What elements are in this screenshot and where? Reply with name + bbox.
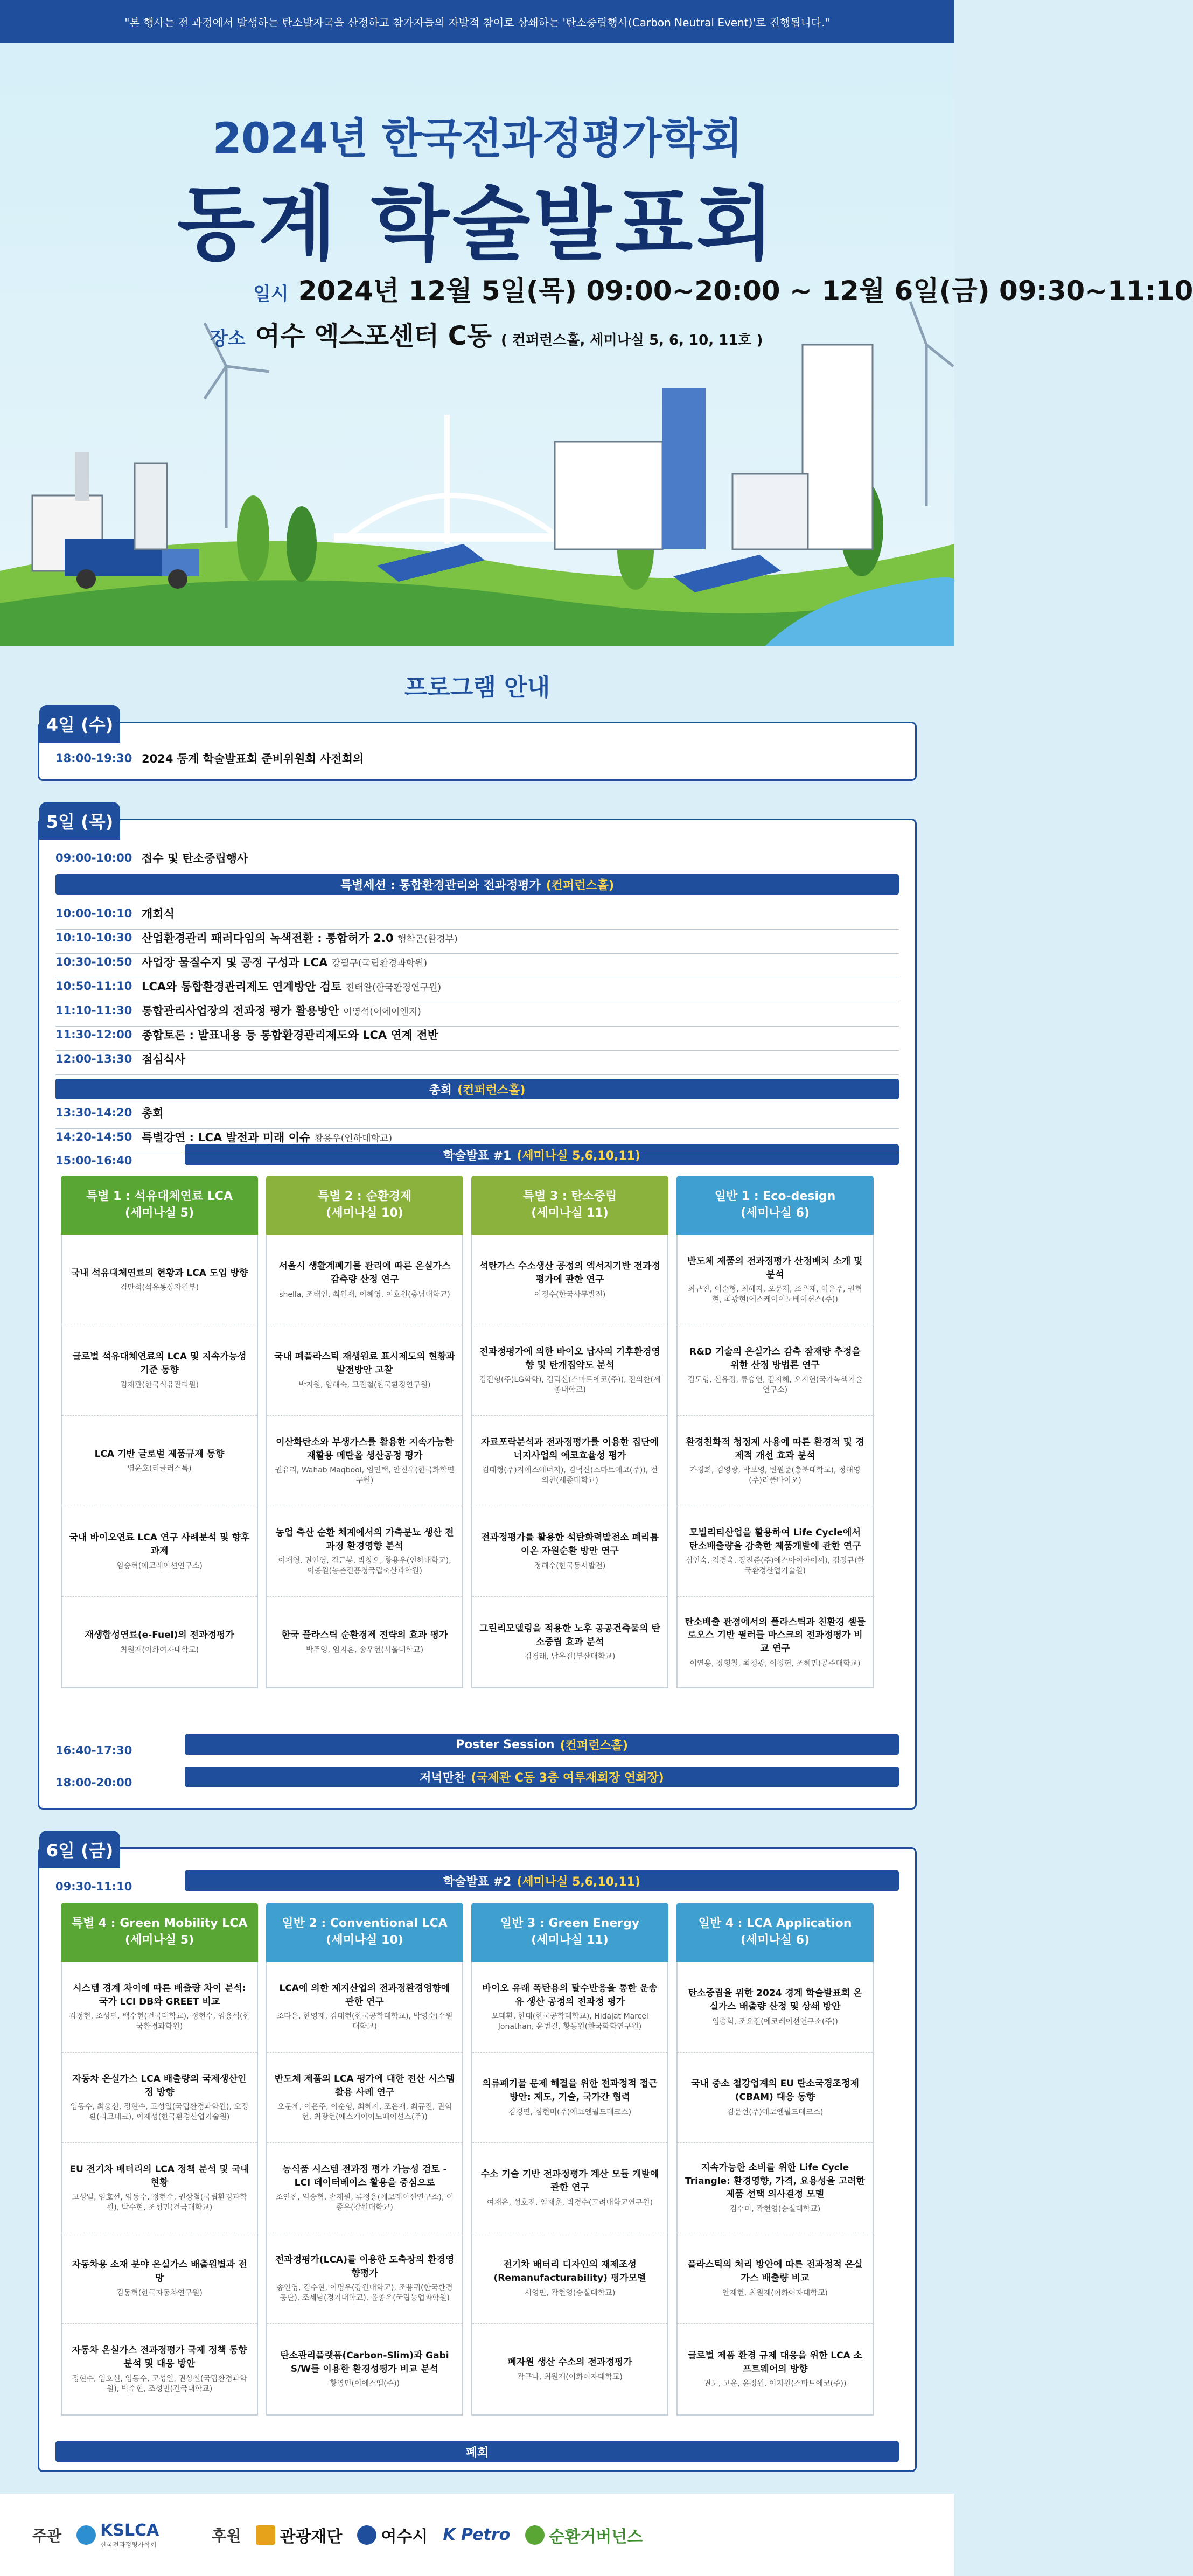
low-building [732,474,808,549]
row-title: 사업장 물질수지 및 공정 구성과 LCA [142,956,328,969]
column-room: (세미나실 11) [531,1206,609,1220]
presentation-title: 바이오 유래 폭탄용의 탈수반응을 통한 운송유 생산 공정의 전과정 평가 [482,1982,658,2007]
column-room: (세미나실 5) [124,1206,194,1220]
presentation-title: 석탄가스 수소생산 공정의 엑서지기반 전과정평가에 관한 연구 [479,1261,660,1286]
sponsor-logo [443,2525,510,2544]
day-tab: 4일 (수) [39,705,120,743]
presentation-authors: 임동수, 최웅선, 정현수, 고성일(국립환경과학원), 오정환(리코테크), 이재성(한국환경산업기술원) [70,2103,249,2122]
presentation-authors: 박지원, 임해숙, 고진철(한국환경연구원) [298,1380,431,1390]
row-text [142,930,458,946]
presentation-title: 이산화탄소와 부생가스를 활용한 지속가능한 재활용 메탄올 생산공정 평가 [276,1436,454,1461]
dinner-bar [185,1767,899,1787]
schedule-row [55,905,899,930]
presentation-cell [267,1597,462,1687]
presentation-cell [678,1325,873,1416]
session-column [61,1903,258,2416]
presentation-cell [472,2233,667,2324]
presentation-cell [472,2324,667,2414]
presentation-cell [472,1325,667,1416]
day-tab: 5일 (목) [39,802,120,840]
presentation-cell [267,1506,462,1597]
sponsor-logo [525,2523,643,2547]
session-column [266,1176,463,1688]
presentation-authors: 안재현, 최원재(이화여자대학교) [722,2288,828,2298]
presentation-cell [267,1962,462,2053]
presentation-title: 자동차 온실가스 LCA 배출량의 국제생산인정 방향 [72,2073,247,2098]
column-header [471,1903,668,1962]
bar-location: (국제관 C동 3층 여루재회장 연회장) [471,1771,664,1785]
presentation-authors: 곽규나, 최원재(이화여자대학교) [517,2372,623,2382]
truck-wheel [168,569,187,589]
presentation-cell [267,2143,462,2233]
presentation-authors: 고성일, 임호선, 임동수, 정현수, 권상철(국립환경과학원), 박수현, 조성민(건국대학교) [72,2193,247,2212]
row-text [142,1002,421,1018]
bar-title: 폐회 [465,2446,489,2460]
column-body [266,1962,463,2416]
presentation-authors: 최규진, 이순형, 최혜지, 오문제, 조은재, 이은주, 권혁현, 최광현(에스케이이노베이션스(주)) [688,1285,862,1304]
bar-title: 학술발표 #1 [443,1149,512,1163]
session-column [61,1176,258,1688]
kslca-icon [76,2525,96,2545]
presentation-title: 탄소중립을 위한 2024 경계 학술발표회 온실가스 배출량 산정 및 상쇄 방안 [688,1988,862,2013]
presentation-title: 국내 바이오연료 LCA 연구 사례분석 및 향후 과제 [69,1532,250,1557]
column-header [676,1903,874,1962]
presentation-authors: 김정현, 조성민, 백수현(건국대학교), 정현수, 임용석(한국환경과학원) [69,2012,250,2032]
presentation-title: 재생합성연료(e-Fuel)의 전과정평가 [85,1630,234,1641]
presentation-authors: 조다운, 한영재, 김태현(한국공학대학교), 박영순(수원대학교) [276,2012,453,2032]
bar-title: 저녁만찬 [420,1771,466,1785]
presentation-cell [62,1235,257,1325]
presentation-cell [62,1597,257,1687]
presentation-title: 지속가능한 소비를 위한 Life Cycle Triangle: 환경영향, 가격, 요용성을 고려한 제품 선택 의사결정 모델 [685,2162,865,2200]
presentation-cell [678,2324,873,2414]
presentation-authors: 조인진, 임승혁, 손재원, 류정용(에코레이션연구소), 이종우(강원대학교) [275,2193,454,2212]
presentation-authors: 김태형(주)지에스에너지), 김덕신(스마트에코(주)), 전의찬(세종대학교) [482,1466,658,1485]
column-header [61,1903,258,1962]
presentation-title: 자료포락분석과 전과정평가를 이용한 집단에너지사업의 에코효율성 평가 [481,1436,659,1461]
presentation-cell [62,1416,257,1506]
presentation-cell [62,1325,257,1416]
row-time: 10:00-10:10 [55,907,132,920]
schedule-row [55,1027,899,1051]
event-subtitle: 2024년 한국전과정평가학회 [212,115,742,163]
presentation-cell [678,1962,873,2053]
venue-label: 장소 [210,328,246,350]
hero-banner [0,43,1193,646]
presentation-cell [267,2233,462,2324]
presentation-title: 농업 축산 순환 체계에서의 가축분뇨 생산 전과정 환경영향 분석 [275,1527,454,1552]
presentation-authors: 황영민(이에스엠(주)) [329,2379,400,2389]
presentation-cell [267,2053,462,2143]
presentation-authors: 김만석(석유통상자원부) [120,1283,199,1293]
presentation-title: 국내 석유대체연료의 현황과 LCA 도입 방향 [71,1267,248,1279]
row-time: 18:00-20:00 [55,1776,132,1789]
presentation-title: 농식품 시스템 전과정 평가 가능성 검토 - LCI 데이터베이스 활용을 중심으로 [282,2163,447,2188]
row-text [142,1129,392,1145]
schedule-row [55,978,899,1002]
host-sub: 한국전과정평가학회 [100,2540,157,2549]
column-title: 일반 1 : Eco-design [714,1190,836,1204]
day-tab: 6일 (금) [39,1831,120,1868]
bar-location: (컨퍼런스홀) [546,878,615,892]
notice-banner [0,0,954,43]
presentation-cell [472,2143,667,2233]
poster-session-bar [185,1734,899,1755]
bridge-deck [334,533,571,542]
row-time: 13:30-14:20 [55,1106,132,1119]
row-text [142,1027,438,1043]
presentation-authors: 이재영, 권인영, 김근봉, 박창오, 황용우(인하대학교), 이종원(농촌진흥청국립축산과학원) [278,1556,451,1576]
sponsor-name: 순환거버넌스 [549,2527,643,2546]
bar-location: (세미나실 5,6,10,11) [517,1149,641,1163]
date-label: 일시 [253,283,289,305]
bar-title: 학술발표 #2 [443,1875,512,1889]
row-presenter: 이영석(이에이엔지) [343,1007,421,1017]
presentation-cell [472,2053,667,2143]
presentation-cell [267,1235,462,1325]
presentation-title: LCA 기반 글로벌 제품규제 동향 [94,1448,225,1460]
schedule-row [55,1002,899,1027]
column-body [471,1962,668,2416]
bar-title: 총회 [429,1083,452,1097]
row-time: 14:20-14:50 [55,1130,132,1143]
event-venue [210,315,763,352]
presentation-title: 플라스틱의 처리 방안에 따른 전과정적 온실가스 배출량 비교 [687,2259,863,2284]
column-room: (세미나실 10) [326,1206,403,1220]
presentation-title: 의류폐기물 문제 해결을 위한 전과정적 접근 방안: 제도, 기술, 국가간 협력 [482,2078,658,2103]
schedule-row [55,930,899,954]
presentation-authors: 가경희, 김영광, 박보영, 변원준(충북대학교), 정해영(주)리플바이오) [689,1466,861,1485]
presentation-cell [678,2143,873,2233]
session-column [471,1176,668,1688]
session-2-grid [61,1903,896,2416]
column-room: (세미나실 11) [531,1933,609,1947]
presentation-authors: 김진형(주)LG화학), 김덕신(스마트에코(주)), 전의찬(세종대학교) [479,1376,661,1395]
row-text: 2024 동계 학술발표회 준비위원회 사전회의 [142,752,364,765]
general-assembly-bar [55,1079,899,1099]
session-column [676,1903,874,2416]
row-presenter: 황용우(인하대학교) [314,1133,393,1144]
row-title: 산업환경관리 패러다임의 녹색전환 : 통합허가 2.0 [142,932,394,945]
day-4-panel [38,715,917,781]
presentation-cell [62,2143,257,2233]
venue-value: 여수 엑스포센터 C동 [255,321,492,351]
closing-bar [55,2441,899,2462]
session-column [676,1176,874,1688]
truck-wheel [76,569,96,589]
presentation-title: 자동차용 소재 분야 온실가스 배출원별과 전망 [72,2259,247,2284]
presentation-authors: 김동혁(한국자동차연구원) [116,2288,203,2298]
presentation-title: 시스템 경계 차이에 따른 배출량 차이 분석: 국가 LCI DB와 GREET 비교 [73,1982,246,2007]
presentation-authors: 염윤호(리글러스특) [127,1464,192,1474]
presentation-cell [62,2324,257,2414]
column-body [676,1235,874,1688]
session-2-bar [185,1870,899,1891]
presentation-cell [678,2053,873,2143]
bar-location: (세미나실 5,6,10,11) [517,1875,641,1889]
presentation-title: EU 전기차 배터리의 LCA 정책 분석 및 국내 현황 [69,2163,249,2188]
bar-title: 특별세션 : 통합환경관리와 전과정평가 [340,878,541,892]
column-body [471,1235,668,1688]
row-time: 10:30-10:50 [55,955,132,968]
column-title: 특별 4 : Green Mobility LCA [71,1917,248,1931]
presentation-authors: 오문제, 이은주, 이순형, 최혜지, 조은재, 최규진, 권혁현, 최광현(에스케이이노베이션스(주)) [277,2103,452,2122]
presentation-title: 폐자원 생산 수소의 전과정평가 [507,2357,632,2368]
presentation-authors: 이정수(한국사무발전) [534,1290,606,1299]
row-time: 09:30-11:10 [55,1880,132,1893]
day-6-panel [38,1840,917,2472]
office-building [555,442,662,549]
presentation-cell [472,1962,667,2053]
row-title: 총회 [142,1107,164,1120]
presentation-title: 전기차 배터리 디자인의 재제조성 (Remanufacturability) 평가모델 [493,2259,646,2284]
presentation-cell [678,2233,873,2324]
row-text [142,905,175,922]
column-body [266,1235,463,1688]
presentation-cell [678,1506,873,1597]
row-title: 통합관리사업장의 전과정 평가 활용방안 [142,1004,339,1017]
row-time: 15:00-16:40 [55,1154,132,1167]
row-time: 18:00-19:30 [55,752,132,765]
host-label: 주관 [32,2526,62,2545]
column-room: (세미나실 6) [740,1206,810,1220]
presentation-cell [472,1235,667,1325]
presentation-title: 전과정평가에 의한 바이오 납사의 기후환경영향 및 탄개집약도 분석 [479,1346,660,1371]
column-title: 일반 3 : Green Energy [500,1917,640,1931]
row-text [142,954,427,970]
column-title: 특별 1 : 석유대체연료 LCA [86,1190,233,1204]
presentation-authors: 여재은, 성호진, 임재훈, 박경수(고려대학교연구원) [486,2198,653,2207]
row-title: 개회식 [142,907,175,920]
presentation-cell [472,1506,667,1597]
row-time: 10:50-11:10 [55,980,132,993]
row-time: 11:30-12:00 [55,1028,132,1041]
presentation-title: LCA에 의한 제지산업의 전과정환경영향에 관한 연구 [279,1982,450,2007]
column-body [61,1962,258,2416]
presentation-authors: 김경연, 심현미(주)에코엔필드테크스) [508,2107,632,2117]
yeosu-icon [357,2525,376,2545]
tree [237,495,269,582]
presentation-cell [472,1597,667,1687]
presentation-authors: 정해수(한국동서발전) [534,1561,606,1570]
kslca-logo [76,2521,159,2549]
presentation-authors: 김경래, 남유진(부산대학교) [524,1652,616,1662]
column-header [676,1176,874,1235]
row-time: 09:00-10:00 [55,851,132,864]
presentation-authors: 권유리, Wahab Maqbool, 임민택, 안진우(한국화학연구원) [275,1466,455,1485]
high-rise-building [803,345,873,549]
presentation-authors: 정현수, 임호선, 임동수, 고성일, 권상철(국립환경과학원), 박수현, 조성민(건국대학교) [72,2374,247,2393]
row-time: 10:10-10:30 [55,931,132,944]
column-body [676,1962,874,2416]
session-column [471,1903,668,2416]
program-section [0,646,954,2494]
presentation-cell [267,1325,462,1416]
footer [0,2494,954,2576]
column-body [61,1235,258,1688]
presentation-title: 국내 중소 철강업계의 EU 탄소국경조정제(CBAM) 대응 동향 [691,2078,859,2103]
tourism-icon [256,2525,275,2545]
date-value: 2024년 12월 5일(목) 09:00~20:00 ~ 12월 6일(금) 09:30~11:10 [298,275,1193,306]
row-text [142,978,441,994]
column-room: (세미나실 5) [124,1933,194,1947]
presentation-cell [62,2233,257,2324]
presentation-authors: 심인숙, 김경욱, 장진준(주)에스아이아이씨), 김정규(한국환경산업기술원) [685,1556,865,1576]
sponsor-label: 후원 [212,2526,241,2545]
presentation-authors: 서영민, 곽현영(숭실대학교) [524,2288,616,2298]
presentation-title: 모빌리티산업을 활용하여 Life Cycle에서 탄소배출량을 감축한 제품개발에 관한 연구 [689,1527,861,1552]
presentation-title: 수소 기술 기반 전과정평가 계산 모듈 개발에 관한 연구 [480,2169,659,2194]
row-text [142,1051,185,1067]
column-title: 특별 2 : 순환경제 [317,1190,412,1204]
presentation-cell [267,1416,462,1506]
column-room: (세미나실 10) [326,1933,403,1947]
bar-title: Poster Session [456,1737,555,1751]
session-column [266,1903,463,2416]
presentation-title: 한국 플라스틱 순환경제 전략의 효과 평가 [281,1630,448,1641]
presentation-cell [678,1597,873,1687]
presentation-authors: 오대환, 한대(한국공학대학교), Hidajat Marcel Jonathan, 윤범길, 황동원(한국화학연구원) [491,2012,648,2032]
sponsor-name: 관광재단 [280,2527,343,2546]
presentation-title: 그린리모델링을 적용한 노후 공공건축물의 탄소중립 효과 분석 [479,1623,660,1647]
schedule-row [55,1051,899,1075]
presentation-title: 국내 폐플라스틱 재생원료 표시제도의 현황과 발전방안 고찰 [274,1351,455,1376]
column-room: (세미나실 6) [740,1933,810,1947]
presentation-title: 반도체 제품의 전과정평가 산정배치 소개 및 분석 [687,1255,863,1280]
row-text: 접수 및 탄소중립행사 [142,852,248,865]
column-header [266,1903,463,1962]
presentation-title: 탄소배출 관점에서의 플라스틱과 친환경 셀룰로오스 기반 필러를 마스크의 전과정평가 비교 연구 [685,1616,866,1654]
host-name: KSLCA [100,2521,159,2540]
row-title: 점심식사 [142,1053,186,1066]
row-title: 종합토론 : 발표내용 등 통합환경관리제도와 LCA 연계 전반 [142,1029,438,1042]
column-header [61,1176,258,1235]
presentation-cell [62,2053,257,2143]
row-time: 16:40-17:30 [55,1744,132,1757]
presentation-authors: 김도형, 신유정, 류승연, 김지혜, 오지헌(국가녹색기술연구소) [687,1376,863,1395]
bar-location: (컨퍼런스홀) [457,1083,526,1097]
presentation-title: 글로벌 제품 환경 규제 대응을 위한 LCA 소프트웨어의 방향 [687,2350,863,2375]
presentation-title: 글로벌 석유대체연료의 LCA 및 지속가능성 기준 동향 [72,1351,247,1376]
presentation-authors: shella, 조태인, 최원재, 이혜영, 이호원(충남대학교) [279,1290,450,1299]
row-title: 특별강연 : LCA 발전과 미래 이슈 [142,1131,311,1144]
presentation-authors: 최원재(이화여자대학교) [120,1645,199,1654]
presentation-authors: 김재관(한국석유관리원) [120,1380,199,1390]
circular-icon [525,2525,545,2545]
schedule-row [55,750,899,766]
presentation-authors: 권도, 고운, 윤정원, 이지원(스마트에코(주)) [703,2379,847,2389]
presentation-authors: 이연용, 장형철, 최정광, 이정헌, 조혜민(공주대학교) [689,1659,861,1668]
presentation-title: R&D 기술의 온실가스 감축 잠재량 추정을 위한 산정 방법론 연구 [689,1346,861,1371]
presentation-title: 환경친화적 청정제 사용에 따른 환경적 및 경제적 개선 효과 분석 [686,1436,864,1461]
bridge-arch [345,495,560,539]
presentation-title: 전과정평가를 활용한 석탄화력발전소 폐리튬이온 자원순환 방안 연구 [481,1532,659,1557]
row-title: LCA와 통합환경관리제도 연계방안 검토 [142,980,342,993]
column-header [266,1176,463,1235]
column-title: 일반 4 : LCA Application [698,1917,852,1931]
row-time: 12:00-13:30 [55,1052,132,1065]
schedule-row [55,1129,899,1153]
tower-building [662,388,706,549]
sponsor-name: 여수시 [381,2527,428,2546]
presentation-authors: 김수미, 곽현영(숭실대학교) [729,2205,821,2214]
schedule-row [55,1105,899,1129]
presentation-title: 전과정평가(LCA)를 이용한 도축장의 환경영향평가 [275,2254,455,2279]
tree [287,506,317,582]
schedule-row [55,850,899,866]
presentation-cell [472,1416,667,1506]
presentation-authors: 김문선(주)에코엔필드테크스) [727,2107,824,2117]
session-1-grid [61,1176,896,1688]
bar-location: (컨퍼런스홀) [560,1739,628,1753]
chimney [75,452,89,501]
notice-text: "본 행사는 전 과정에서 발생하는 탄소발자국을 산정하고 참가자들의 자발적 참여로 상쇄하는 '탄소중립행사(Carbon Neutral Event)'로 진행됩니다." [124,16,830,29]
row-text [142,1105,164,1121]
event-title: 동계 학술발표회 [177,178,778,271]
presentation-authors: 송인영, 김수현, 이명우(강원대학교), 조용귀(한국환경공단), 조세남(경기대학교), 윤종우(국립농업과학원) [276,2284,453,2303]
row-presenter: 강필구(국립환경과학원) [331,958,428,969]
column-title: 일반 2 : Conventional LCA [282,1917,448,1931]
day-5-panel [38,812,917,1810]
row-presenter: 전태완(한국환경연구원) [345,982,442,993]
presentation-authors: 박주영, 임지훈, 송우현(서울대학교) [305,1645,424,1654]
event-date [253,269,1193,308]
presentation-authors: 임승혁, 조요진(에코레이션연구소(주)) [712,2017,838,2026]
row-time: 11:10-11:30 [55,1004,132,1017]
sponsor-logo [357,2523,428,2547]
presentation-cell [678,1235,873,1325]
venue-detail: ( 컨퍼런스홀, 세미나실 5, 6, 10, 11호 ) [501,332,763,348]
program-title: 프로그램 안내 [404,674,550,701]
presentation-cell [62,1506,257,1597]
presentation-cell [678,1416,873,1506]
column-title: 특별 3 : 탄소중립 [522,1190,617,1204]
presentation-title: 반도체 제품의 LCA 평가에 대한 전산 시스템 활용 사례 연구 [274,2073,455,2098]
presentation-cell [267,2324,462,2414]
presentation-title: 탄소관리플랫폼(Carbon-Slim)과 Gabi S/W를 이용한 환경성평가 비교 분석 [280,2350,449,2375]
presentation-title: 서울시 생활계폐기물 관리에 따른 온실가스 감축량 산정 연구 [278,1261,451,1286]
column-header [471,1176,668,1235]
presentation-title: 자동차 온실가스 전과정평가 국제 정책 동향 분석 및 대응 방안 [72,2345,247,2370]
sponsor-name: K Petro [443,2525,511,2544]
sponsor-logo [256,2523,342,2547]
presentation-cell [62,1962,257,2053]
silo [135,463,167,549]
row-presenter: 행착곤(환경부) [397,934,458,945]
presentation-authors: 임승혁(에코레이션연구소) [116,1561,203,1570]
schedule-row [55,954,899,978]
special-session-bar [55,874,899,895]
